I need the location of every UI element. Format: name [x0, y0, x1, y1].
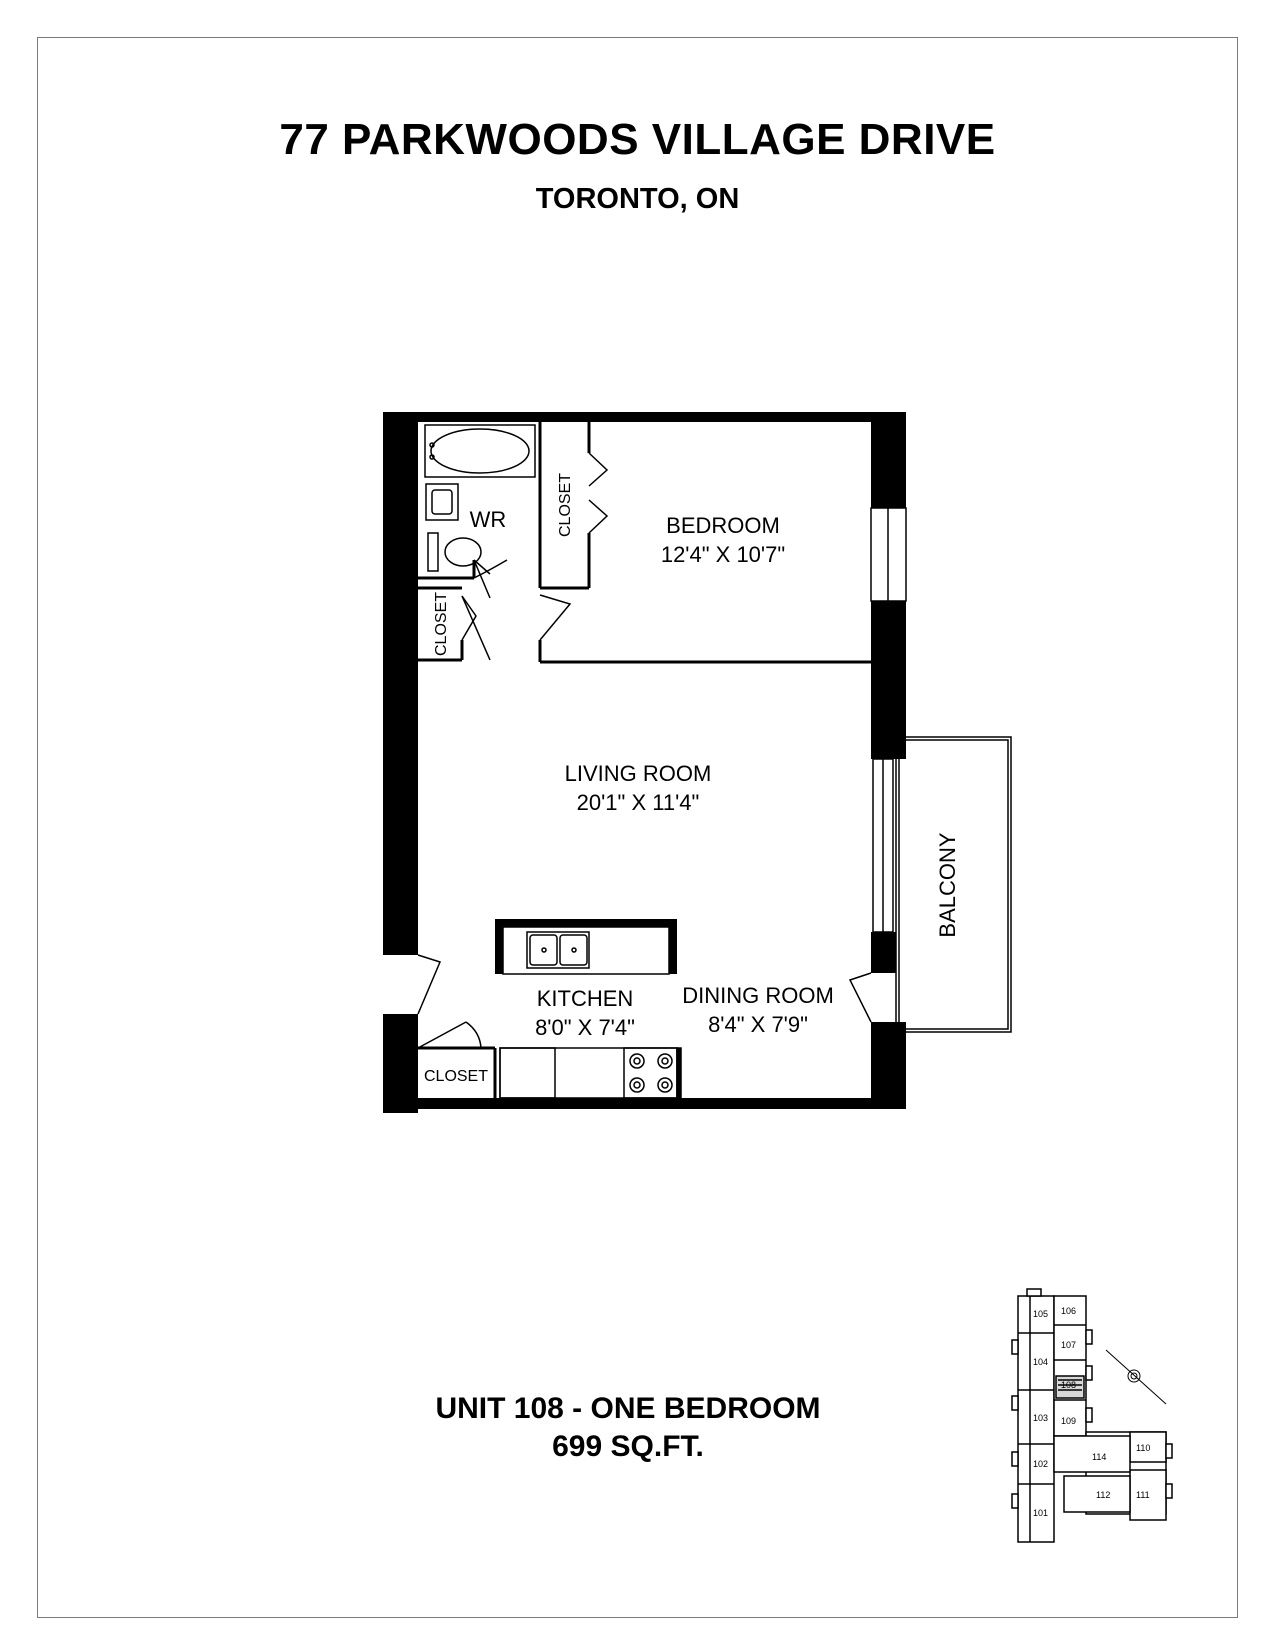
bathtub: [425, 425, 535, 477]
living-room-name: LIVING ROOM: [564, 761, 712, 786]
unit-label: UNIT 108 - ONE BEDROOM: [435, 1392, 821, 1425]
door-swings: [418, 453, 871, 1048]
unit-105-label: 105: [1033, 1309, 1049, 1319]
unit-111-label: 111: [1136, 1490, 1150, 1500]
unit-107-label: 107: [1061, 1340, 1077, 1350]
bedroom-closet-label: CLOSET: [557, 472, 574, 538]
unit-112-label: 112: [1096, 1490, 1111, 1500]
sink-icon: [426, 484, 458, 520]
unit-106-label: 106: [1061, 1306, 1077, 1316]
bedroom-name: BEDROOM: [666, 513, 780, 538]
bedroom-dims: 12'4" X 10'7": [660, 542, 786, 567]
living-room-dims: 20'1" X 11'4": [576, 790, 700, 815]
unit-102-label: 102: [1033, 1459, 1049, 1469]
unit-area: 699 SQ.FT.: [552, 1430, 704, 1463]
washroom-label: WR: [469, 507, 507, 532]
dining-room-name: DINING ROOM: [682, 983, 834, 1008]
page-title: 77 PARKWOODS VILLAGE DRIVE: [279, 115, 996, 164]
balcony-label: BALCONY: [935, 832, 960, 938]
bedroom-window: [871, 508, 906, 601]
unit-108-label: 108: [1061, 1380, 1077, 1390]
kitchen-counter-lower: [500, 1048, 681, 1098]
dining-room-dims: 8'4" X 7'9": [708, 1012, 808, 1037]
hall-closet-label: CLOSET: [433, 591, 450, 657]
unit-110-label: 110: [1136, 1443, 1151, 1453]
unit-101-label: 101: [1033, 1508, 1049, 1518]
kitchen-dims: 8'0" X 7'4": [535, 1015, 635, 1040]
unit-104-label: 104: [1033, 1357, 1049, 1367]
unit-109-label: 109: [1061, 1416, 1077, 1426]
page-subtitle: TORONTO, ON: [535, 183, 740, 215]
compass-icon: [1106, 1350, 1166, 1404]
kitchen-name: KITCHEN: [536, 986, 634, 1011]
kitchen-counter-upper: [495, 919, 677, 974]
living-window: [873, 759, 893, 932]
unit-103-label: 103: [1033, 1413, 1049, 1423]
unit-114-label: 114: [1092, 1452, 1107, 1462]
entry-closet-label: CLOSET: [423, 1068, 489, 1085]
kitchen-sink-icon: [527, 932, 589, 968]
stove-icon: [624, 1048, 677, 1098]
